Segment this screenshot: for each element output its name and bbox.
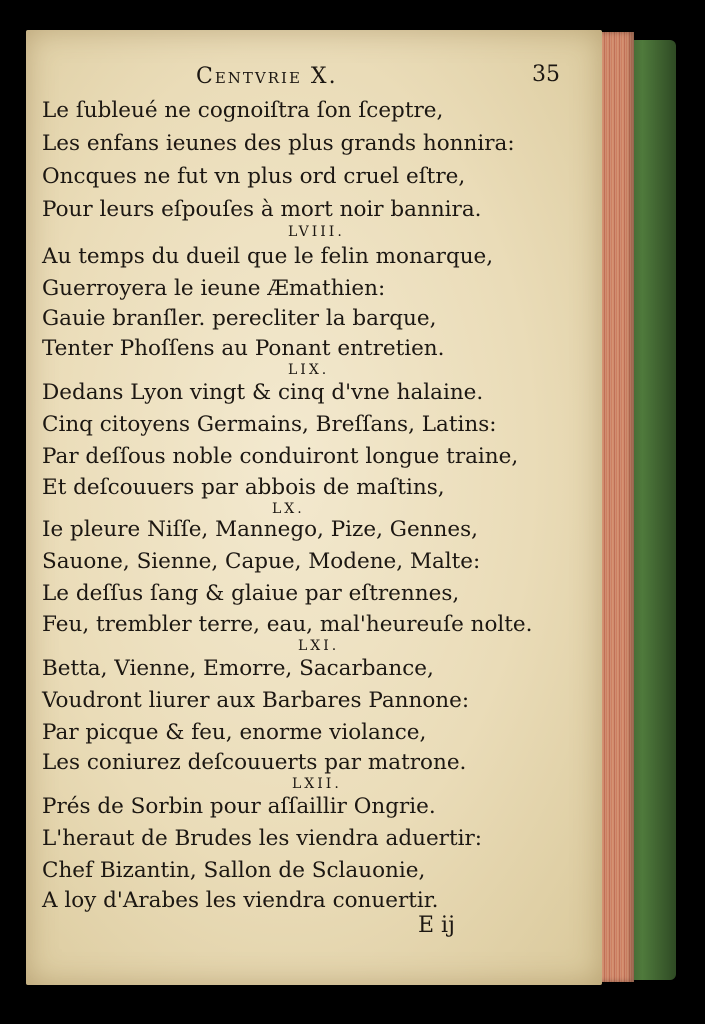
verse-line: Tenter Phoſſens au Ponant entretien. (42, 336, 445, 361)
verse-line: Oncques ne fut vn plus ord cruel eſtre, (42, 164, 466, 189)
quatrain-number: LX. (272, 501, 305, 517)
verse-line: Prés de Sorbin pour aſſaillir Ongrie. (42, 794, 436, 819)
page-text (26, 30, 602, 985)
quatrain-number: LVIII. (288, 224, 345, 240)
verse-line: Par deſſous noble conduiront longue traine, (42, 444, 519, 469)
verse-line: Et deſcouuers par abbois de maſtins, (42, 475, 445, 500)
verse-line: Les enfans ieunes des plus grands honnira: (42, 131, 515, 156)
verse-line: Les coniurez deſcouuerts par matrone. (42, 750, 467, 775)
verse-line: Cinq citoyens Germains, Breſſans, Latins: (42, 412, 497, 437)
verse-line: Par picque & feu, enorme violance, (42, 720, 427, 745)
verse-line: A loy d'Arabes les viendra conuertir. (42, 888, 439, 913)
verse-line: Le deſſus ſang & glaiue par eſtrennes, (42, 581, 460, 606)
verse-line: Betta, Vienne, Emorre, Sacarbance, (42, 656, 434, 681)
verse-line: Guerroyera le ieune Æmathien: (42, 276, 386, 301)
verse-line: Sauone, Sienne, Capue, Modene, Malte: (42, 549, 481, 574)
page-number: 35 (532, 62, 560, 87)
running-header: Centvrie X. (196, 64, 338, 89)
verse-line: Au temps du dueil que le felin monarque, (42, 244, 494, 269)
verse-line: L'heraut de Brudes les viendra aduertir: (42, 826, 482, 851)
verse-line: Voudront liurer aux Barbares Pannone: (42, 688, 470, 713)
verse-line: Gauie branſler. perecliter la barque, (42, 306, 437, 331)
quatrain-number: LXI. (298, 638, 340, 654)
verse-line: Ie pleure Niſſe, Mannego, Pize, Gennes, (42, 517, 478, 542)
verse-line: Pour leurs eſpouſes à mort noir bannira. (42, 197, 482, 222)
verse-line: Chef Bizantin, Sallon de Sclauonie, (42, 858, 426, 883)
verse-line: Feu, trembler terre, eau, mal'heureuſe nolte. (42, 612, 533, 637)
quatrain-number: LIX. (288, 362, 330, 378)
verse-line: Le ſubleué ne cognoiſtra ſon ſceptre, (42, 98, 444, 123)
verse-line: Dedans Lyon vingt & cinq d'vne halaine. (42, 380, 484, 405)
quatrain-number: LXII. (292, 776, 342, 792)
signature-mark: E ij (418, 913, 455, 938)
book-page (26, 30, 602, 985)
